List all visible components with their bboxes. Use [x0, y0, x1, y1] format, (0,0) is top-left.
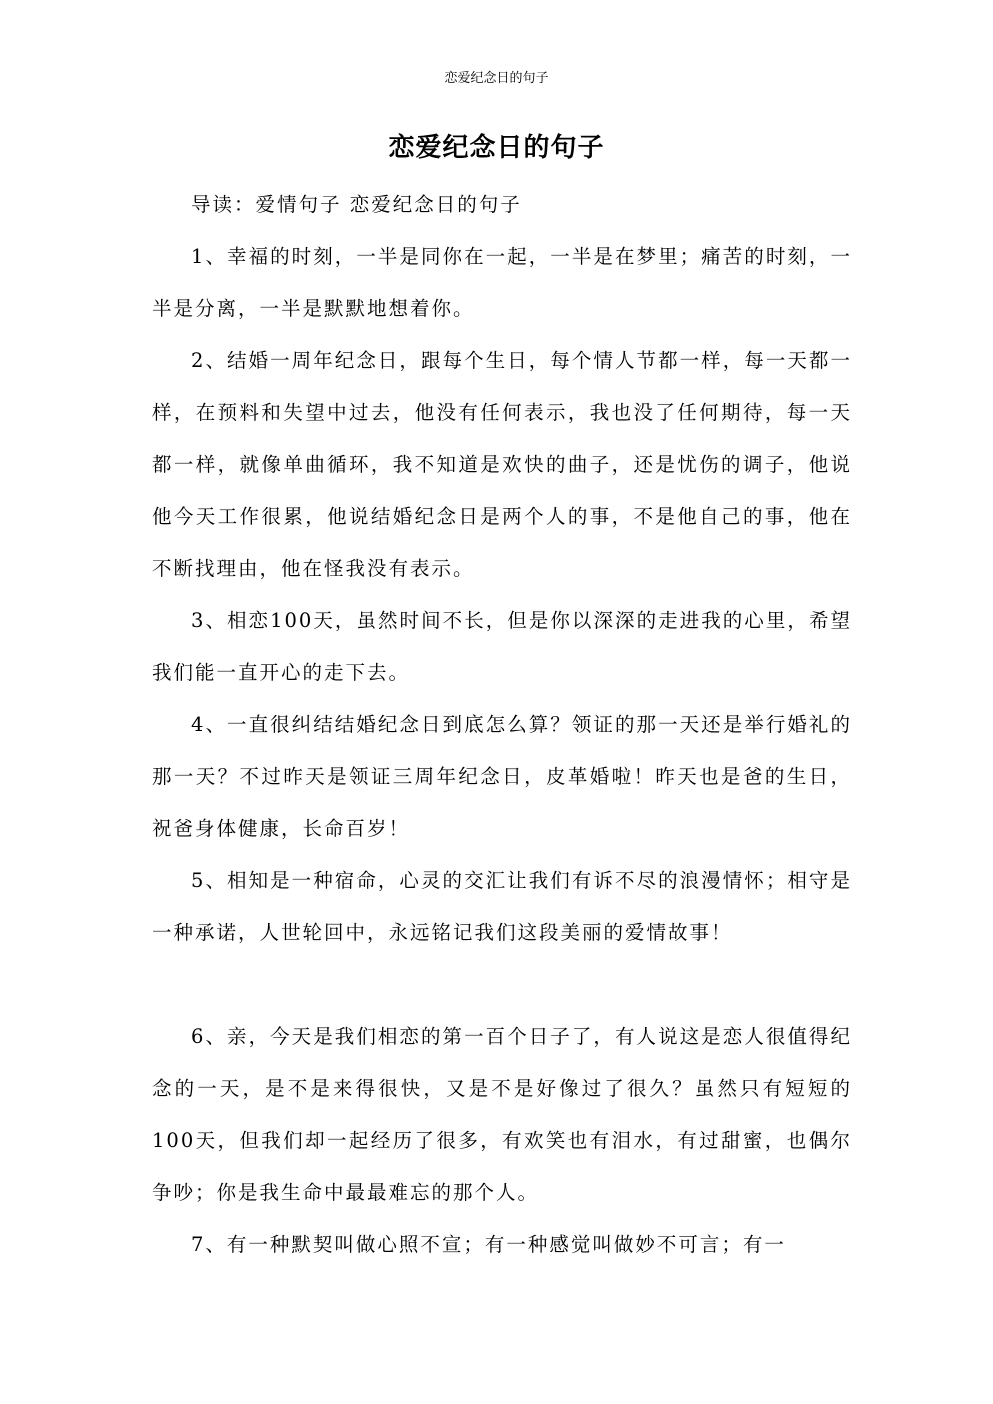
paragraph-5: 5、相知是一种宿命，心灵的交汇让我们有诉不尽的浪漫情怀；相守是一种承诺，人世轮回中，永远铭记我们这段美丽的爱情故事！: [152, 869, 852, 944]
paragraph-6: 6、亲，今天是我们相恋的第一百个日子了，有人说这是恋人很值得纪念的一天，是不是来得很快，又是不是好像过了很久？虽然只有短短的100天，但我们却一起经历了很多，有欢笑也有泪水，有过甜蜜，也偶尔争吵；你是我生命中最最难忘的那个人。: [152, 1025, 852, 1204]
document-body: [152, 179, 852, 1271]
paragraph-2: 2、结婚一周年纪念日，跟每个生日，每个情人节都一样，每一天都一样，在预料和失望中过去，他没有任何表示，我也没了任何期待，每一天都一样，就像单曲循环，我不知道是欢快的曲子，还是忧伤的调子，他说他今天工作很累，他说结婚纪念日是两个人的事，不是他自己的事，他在不断找理由，他在怪我没有表示。: [152, 349, 852, 580]
intro-line: 导读：爱情句子 恋爱纪念日的句子: [191, 193, 522, 216]
running-header: 恋爱纪念日的句子: [444, 71, 549, 86]
paragraph-1: 1、幸福的时刻，一半是同你在一起，一半是在梦里；痛苦的时刻，一半是分离，一半是默默地想着你。: [152, 245, 852, 320]
blank-line: [152, 959, 852, 1011]
document-title: 恋爱纪念日的句子: [388, 133, 605, 163]
paragraph-7: 7、有一种默契叫做心照不宣；有一种感觉叫做妙不可言；有一: [191, 1233, 786, 1256]
paragraph-3: 3、相恋100天，虽然时间不长，但是你以深深的走进我的心里，希望我们能一直开心的走下去。: [152, 609, 852, 684]
paragraph-4: 4、一直很纠结结婚纪念日到底怎么算？领证的那一天还是举行婚礼的那一天？不过昨天是领证三周年纪念日，皮革婚啦！昨天也是爸的生日，祝爸身体健康，长命百岁！: [152, 713, 852, 840]
